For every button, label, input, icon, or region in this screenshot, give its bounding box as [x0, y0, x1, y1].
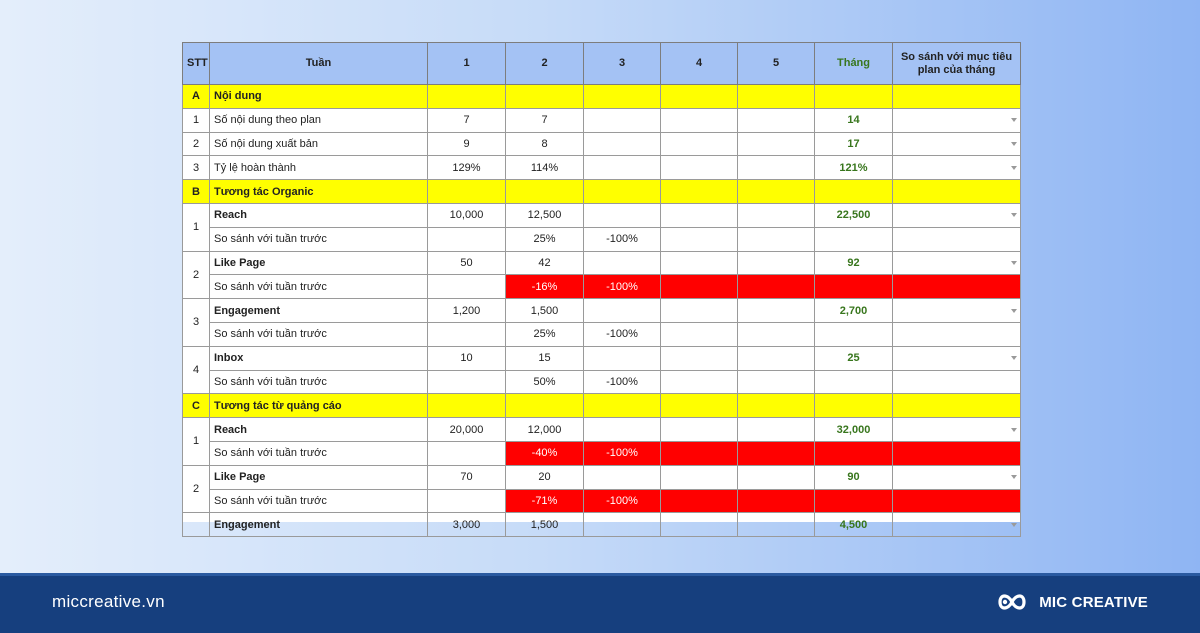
table-row: [183, 441, 1021, 465]
cell-label[interactable]: Reach: [210, 203, 428, 227]
cell-month-negative[interactable]: [815, 275, 893, 299]
dropdown-arrow-icon[interactable]: [1011, 309, 1017, 313]
cell-compare[interactable]: [893, 227, 1021, 251]
cell-month[interactable]: 32,000: [815, 418, 893, 442]
cell-w1[interactable]: 1,200: [428, 299, 506, 323]
header-week-2[interactable]: 2: [506, 43, 584, 85]
cell-w3[interactable]: [584, 394, 661, 418]
cell-stt-merged[interactable]: 2: [183, 465, 210, 513]
cell-w4[interactable]: [661, 465, 738, 489]
cell-label[interactable]: Số nội dung theo plan: [210, 108, 428, 132]
cell-label[interactable]: So sánh với tuần trước: [210, 441, 428, 465]
cell-w3[interactable]: [584, 156, 661, 180]
cell-w1[interactable]: [428, 322, 506, 346]
spreadsheet-view: [182, 42, 1020, 531]
cell-stt[interactable]: A: [183, 85, 210, 109]
cell-label[interactable]: Engagement: [210, 299, 428, 323]
cell-month[interactable]: 90: [815, 465, 893, 489]
cell-w2-negative[interactable]: -40%: [506, 441, 584, 465]
cell-w2[interactable]: 20: [506, 465, 584, 489]
table-row: [183, 203, 1021, 227]
cell-w3-negative[interactable]: -100%: [584, 275, 661, 299]
cell-w2[interactable]: 25%: [506, 322, 584, 346]
table-row: [183, 251, 1021, 275]
dropdown-arrow-icon[interactable]: [1011, 428, 1017, 432]
cell-w3[interactable]: [584, 85, 661, 109]
cell-compare-dropdown[interactable]: [893, 132, 1021, 156]
table-row: [183, 322, 1021, 346]
cell-w1[interactable]: [428, 441, 506, 465]
cell-w3[interactable]: [584, 203, 661, 227]
cell-w2-negative[interactable]: -16%: [506, 275, 584, 299]
cell-stt[interactable]: C: [183, 394, 210, 418]
cell-w1[interactable]: 70: [428, 465, 506, 489]
cell-w2[interactable]: 25%: [506, 227, 584, 251]
cell-label[interactable]: Inbox: [210, 346, 428, 370]
cell-compare-dropdown[interactable]: [893, 203, 1021, 227]
cell-w4[interactable]: [661, 85, 738, 109]
cell-w2-negative[interactable]: -71%: [506, 489, 584, 513]
cell-month[interactable]: 22,500: [815, 203, 893, 227]
cell-label[interactable]: Engagement: [210, 513, 428, 537]
cell-compare-negative[interactable]: [893, 441, 1021, 465]
mic-creative-logo-icon: [994, 589, 1030, 615]
cell-compare[interactable]: [893, 394, 1021, 418]
cell-w1[interactable]: 10,000: [428, 203, 506, 227]
table-row: [183, 489, 1021, 513]
cell-compare[interactable]: [893, 322, 1021, 346]
cell-w2[interactable]: 50%: [506, 370, 584, 394]
cell-stt-merged[interactable]: 1: [183, 418, 210, 466]
dropdown-arrow-icon[interactable]: [1011, 166, 1017, 170]
cell-w1[interactable]: 129%: [428, 156, 506, 180]
cell-w4-negative[interactable]: [661, 489, 738, 513]
cell-month[interactable]: [815, 322, 893, 346]
cell-label[interactable]: So sánh với tuần trước: [210, 370, 428, 394]
cell-w2[interactable]: 42: [506, 251, 584, 275]
cell-month[interactable]: [815, 227, 893, 251]
dropdown-arrow-icon[interactable]: [1011, 213, 1017, 217]
site-url[interactable]: miccreative.vn: [52, 592, 165, 611]
cell-w5[interactable]: [738, 394, 815, 418]
cell-w5[interactable]: [738, 322, 815, 346]
cell-w4[interactable]: [661, 180, 738, 204]
cell-w5[interactable]: [738, 346, 815, 370]
cell-w4[interactable]: [661, 227, 738, 251]
cell-w5[interactable]: [738, 513, 815, 537]
cell-w5[interactable]: [738, 227, 815, 251]
cell-w5[interactable]: [738, 203, 815, 227]
cell-stt-merged[interactable]: 4: [183, 346, 210, 394]
cell-w2[interactable]: [506, 180, 584, 204]
cell-month[interactable]: 17: [815, 132, 893, 156]
footer-bar: [0, 573, 1200, 633]
cell-stt[interactable]: B: [183, 180, 210, 204]
cell-w1[interactable]: [428, 394, 506, 418]
cell-w4[interactable]: [661, 370, 738, 394]
cell-w5[interactable]: [738, 465, 815, 489]
header-week-1[interactable]: 1: [428, 43, 506, 85]
cell-w4-negative[interactable]: [661, 275, 738, 299]
weekly-report-table: [182, 42, 1021, 537]
cell-stt[interactable]: 3: [183, 156, 210, 180]
table-row: [183, 132, 1021, 156]
table-row: [183, 108, 1021, 132]
cell-w1[interactable]: 3,000: [428, 513, 506, 537]
cell-w4[interactable]: [661, 251, 738, 275]
dropdown-arrow-icon[interactable]: [1011, 118, 1017, 122]
cell-w3[interactable]: [584, 180, 661, 204]
cell-w3[interactable]: -100%: [584, 227, 661, 251]
cell-w4-negative[interactable]: [661, 441, 738, 465]
section-row-c: [183, 394, 1021, 418]
cell-month[interactable]: [815, 394, 893, 418]
table-row: [183, 275, 1021, 299]
cell-compare-dropdown[interactable]: [893, 156, 1021, 180]
cell-month[interactable]: [815, 85, 893, 109]
cell-compare-dropdown[interactable]: [893, 108, 1021, 132]
cell-w5[interactable]: [738, 132, 815, 156]
cell-month[interactable]: 92: [815, 251, 893, 275]
cell-w2[interactable]: 114%: [506, 156, 584, 180]
cell-w3-negative[interactable]: -100%: [584, 441, 661, 465]
cell-w1[interactable]: 10: [428, 346, 506, 370]
dropdown-arrow-icon[interactable]: [1011, 356, 1017, 360]
cell-label[interactable]: Tương tác Organic: [210, 180, 428, 204]
table-row: [183, 418, 1021, 442]
cell-label[interactable]: Tỷ lệ hoàn thành: [210, 156, 428, 180]
cell-w3[interactable]: [584, 132, 661, 156]
cell-w4[interactable]: [661, 156, 738, 180]
cell-stt-merged[interactable]: 2: [183, 251, 210, 299]
cell-w3[interactable]: [584, 251, 661, 275]
cell-w5[interactable]: [738, 418, 815, 442]
cell-w1[interactable]: 7: [428, 108, 506, 132]
cell-stt[interactable]: 1: [183, 108, 210, 132]
cell-w2[interactable]: 1,500: [506, 299, 584, 323]
cell-w3[interactable]: -100%: [584, 322, 661, 346]
cell-w4[interactable]: [661, 346, 738, 370]
cell-month[interactable]: 4,500: [815, 513, 893, 537]
dropdown-arrow-icon[interactable]: [1011, 142, 1017, 146]
cell-w4[interactable]: [661, 132, 738, 156]
cell-compare-dropdown[interactable]: [893, 418, 1021, 442]
cell-w3[interactable]: [584, 108, 661, 132]
cell-w5[interactable]: [738, 251, 815, 275]
cell-w4[interactable]: [661, 513, 738, 537]
cell-compare-dropdown[interactable]: [893, 465, 1021, 489]
cell-stt[interactable]: [183, 513, 210, 537]
cell-compare-negative[interactable]: [893, 275, 1021, 299]
cell-w2[interactable]: 1,500: [506, 513, 584, 537]
cell-label[interactable]: Nội dung: [210, 85, 428, 109]
header-stt[interactable]: STT: [183, 43, 210, 85]
cell-stt-merged[interactable]: 1: [183, 203, 210, 251]
cell-compare[interactable]: [893, 85, 1021, 109]
cell-w1[interactable]: [428, 489, 506, 513]
cell-label[interactable]: Like Page: [210, 251, 428, 275]
cell-compare-dropdown[interactable]: [893, 299, 1021, 323]
cell-label[interactable]: Like Page: [210, 465, 428, 489]
table-row: [183, 370, 1021, 394]
cell-w4[interactable]: [661, 299, 738, 323]
header-month[interactable]: Tháng: [815, 43, 893, 85]
cell-compare[interactable]: [893, 180, 1021, 204]
cell-w2[interactable]: 7: [506, 108, 584, 132]
cell-w3[interactable]: [584, 346, 661, 370]
header-tuan[interactable]: Tuần: [210, 43, 428, 85]
cell-month[interactable]: 2,700: [815, 299, 893, 323]
table-row: [183, 465, 1021, 489]
cell-w4[interactable]: [661, 108, 738, 132]
cell-month[interactable]: [815, 180, 893, 204]
cell-w3[interactable]: [584, 299, 661, 323]
cell-w2[interactable]: 12,000: [506, 418, 584, 442]
dropdown-arrow-icon[interactable]: [1011, 523, 1017, 527]
cell-w1[interactable]: 20,000: [428, 418, 506, 442]
cell-w3[interactable]: [584, 513, 661, 537]
cell-w5-negative[interactable]: [738, 441, 815, 465]
cell-label[interactable]: So sánh với tuần trước: [210, 489, 428, 513]
cell-month-negative[interactable]: [815, 489, 893, 513]
section-row-b: [183, 180, 1021, 204]
cell-w1[interactable]: [428, 85, 506, 109]
brand-logo[interactable]: [994, 589, 1148, 615]
cell-w4[interactable]: [661, 322, 738, 346]
header-row: [183, 43, 1021, 85]
header-week-3[interactable]: 3: [584, 43, 661, 85]
cell-w2[interactable]: [506, 85, 584, 109]
cell-w3[interactable]: [584, 465, 661, 489]
cell-w5[interactable]: [738, 180, 815, 204]
cell-w5[interactable]: [738, 108, 815, 132]
cell-compare[interactable]: [893, 370, 1021, 394]
cell-label[interactable]: So sánh với tuần trước: [210, 227, 428, 251]
cell-w4[interactable]: [661, 418, 738, 442]
cell-label[interactable]: So sánh với tuần trước: [210, 322, 428, 346]
table-row: [183, 346, 1021, 370]
table-row: [183, 156, 1021, 180]
brand-name: MIC CREATIVE: [1039, 593, 1148, 611]
table-row: [183, 227, 1021, 251]
cell-stt[interactable]: 2: [183, 132, 210, 156]
cell-w2[interactable]: 8: [506, 132, 584, 156]
cell-w4[interactable]: [661, 203, 738, 227]
section-row-a: [183, 85, 1021, 109]
table-row: [183, 513, 1021, 537]
cell-w1[interactable]: [428, 180, 506, 204]
cell-w3-negative[interactable]: -100%: [584, 489, 661, 513]
cell-w2[interactable]: 12,500: [506, 203, 584, 227]
cell-stt-merged[interactable]: 3: [183, 299, 210, 347]
cell-w1[interactable]: [428, 275, 506, 299]
cell-w5-negative[interactable]: [738, 275, 815, 299]
header-compare-plan[interactable]: So sánh với mục tiêu plan của tháng: [893, 43, 1021, 85]
cell-w5[interactable]: [738, 370, 815, 394]
cell-compare-dropdown[interactable]: [893, 346, 1021, 370]
cell-compare-negative[interactable]: [893, 489, 1021, 513]
cell-w1[interactable]: [428, 370, 506, 394]
cell-month[interactable]: 25: [815, 346, 893, 370]
cell-label[interactable]: So sánh với tuần trước: [210, 275, 428, 299]
cell-w5[interactable]: [738, 299, 815, 323]
cell-w1[interactable]: [428, 227, 506, 251]
cell-w2[interactable]: 15: [506, 346, 584, 370]
cell-month-negative[interactable]: [815, 441, 893, 465]
cell-label[interactable]: Số nội dung xuất bản: [210, 132, 428, 156]
cell-compare-dropdown[interactable]: [893, 251, 1021, 275]
cell-w5-negative[interactable]: [738, 489, 815, 513]
cell-w1[interactable]: 50: [428, 251, 506, 275]
cell-w1[interactable]: 9: [428, 132, 506, 156]
cell-w3[interactable]: [584, 418, 661, 442]
cell-compare-dropdown[interactable]: [893, 513, 1021, 537]
cell-label[interactable]: Reach: [210, 418, 428, 442]
cell-w5[interactable]: [738, 85, 815, 109]
cell-month[interactable]: [815, 370, 893, 394]
cell-w3[interactable]: -100%: [584, 370, 661, 394]
cell-w4[interactable]: [661, 394, 738, 418]
cell-w2[interactable]: [506, 394, 584, 418]
header-week-4[interactable]: 4: [661, 43, 738, 85]
dropdown-arrow-icon[interactable]: [1011, 261, 1017, 265]
cell-w5[interactable]: [738, 156, 815, 180]
table-row: [183, 299, 1021, 323]
header-week-5[interactable]: 5: [738, 43, 815, 85]
cell-label[interactable]: Tương tác từ quảng cáo: [210, 394, 428, 418]
cell-month[interactable]: 121%: [815, 156, 893, 180]
dropdown-arrow-icon[interactable]: [1011, 475, 1017, 479]
cell-month[interactable]: 14: [815, 108, 893, 132]
